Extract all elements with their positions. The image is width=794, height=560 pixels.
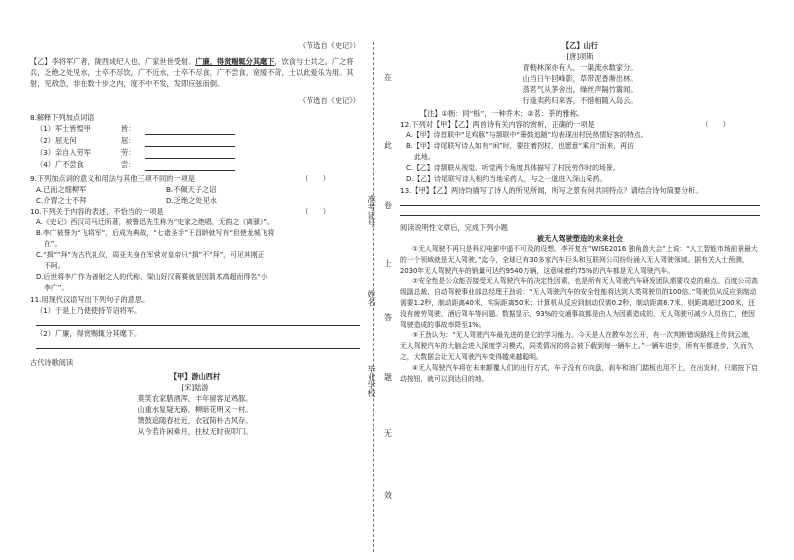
source-note-2: （节选自《史记》） [298,96,360,105]
q8-item: （3）亲自入劳军 劳： [36,147,360,159]
passage-yi: 【乙】李将军广者，陇西成纪人也，广家世世受射。广廉，得赏赐辄分其麾下，饮食与士共之。广之将兵，乏绝之处见水，士卒不尽饮，广不近水，士卒不尽食，广不尝食。宽缓不苛，士以此爱乐为用。其射，见敌急，非在数十步之内，度不中不发，发即应弦而倒。 [30,57,354,88]
q9-options: A.已而之细柳军 B.不佩天子之诏 [36,185,217,194]
poem-title: 【甲】游山西村 [169,372,221,381]
margin-char: 效 [384,491,392,500]
poem-line: 行逢卖药归来客，不惜相随入岛云。 [522,96,638,105]
answer-line[interactable] [400,196,760,206]
article-body [400,244,760,384]
poem-line: 山当日午回峰影，草带泥香渐出林。 [522,74,638,83]
source-note: （节选自《史记》） [298,41,360,50]
left-column: （节选自《史记》） 【乙】李将军广者，陇西成纪人也，广家世世受射。广廉，得赏赐辄分其麾下，饮食与士共之。广之将兵，乏绝之处见水，士卒不尽饮，广不近水，士卒不尽食，广不尝食。宽缓不苛，士以此爱乐为用。其射，见敌急，非在数十步之内，度不中不发，发即应弦而倒。 （节选自《史记》） 8.解释下列加点词语 （1）军士皆惶甲 皆： （2）屈无何 屈： （3）亲自入劳军 劳： （4）广不尝食 尝： 9.下列加点词的意义和用法与其他三项不同的一项是 （ ） A.已而之细柳军 B.不佩天子之诏 C.介胄之士不拜 D.乏绝之处见水 10.下列关于内容的表述，不恰当的一项是 （ ） A.《史记》西汉司马迁所著，被鲁迅先生称为“史家之绝唱，无韵之《离骚》”。 B.李广被誉为“飞将军”，后成为典故，“七诸圣手”王昌龄就写有“但使龙城飞将 在”。 C.“揖”“拜”为古代礼仪，周亚夫身在军营对皇帝只“揖”不“拜”，可见其刚正 不阿。 D.后世将李广作为善射之人的代称，梁山好汉蒋赛就是因箭术高超而得名“小 李广”。 11.用现代汉语写出下列句子的意思。 （1）于是上乃使使持节诏将军。 （2）广廉，得赏赐辄分其麾下。 古代诗歌阅读 【甲】游山西村 [宋]陆游 莫笑农家腊酒浑，丰年留客足鸡豚。 山重水复疑无路，柳暗花明又一村。 箫鼓追随春社近，衣冠简朴古风存。 从今若许闲乘月，拄杖无时夜叩门。 [30,41,360,436]
margin-char: 题 [384,373,392,382]
q9-options: C.介胄之士不拜 D.乏绝之处见水 [36,196,217,205]
poem-section-heading: 古代诗歌阅读 [30,358,74,367]
poem2-title: 【乙】山行 [562,41,598,50]
annotation-note: 【注】①枥：同“栎”，一种乔木；②茗：茶的雅称。 [420,109,585,118]
q12-options: A.【甲】诗首联中“足鸡豚”与颔联中“箫鼓追随”均表现出村民热情好客的特点。 B.【甲】诗尾联写诗人如有“闲”时，要拄着拐杖，也愿意“乘月”而来，再访 此地。 C.【乙】诗颔联从视觉、听觉两个角度具体描写了村民劳作时的场景。 D.【乙】诗尾联写诗人相约当地采药人，与之一道进入深山采药。 [406,131,648,183]
margin-char: 上 [384,259,392,268]
answer-line[interactable] [36,339,360,349]
poem-line: 莫笑农家腊酒浑，丰年留客足鸡豚。 [137,394,253,403]
right-column [400,40,760,384]
reading-intro: 阅读说明性文章后，完成下列小题 [400,223,508,232]
margin-char: 在 [384,73,392,82]
answer-blank[interactable] [145,159,235,171]
paragraph: ③王劲认为：“无人驾驶汽车最先进的是它的学习能力。今天是人在教车怎么开，有一次判断错误路线上传到云端，无人驾驶汽车的大脑会进入深度学习模式，同类情况的将会被下载到每一辆车上。”一辆车进步，所有车都进步，久而久之，大数据会让无人驾驶汽车变得越来越聪明。 [400,331,755,361]
name-label: 姓名 [367,290,376,306]
question-9: 9.下列加点词的意义和用法与其他三项不同的一项是 （ ） [30,174,330,183]
emphasized-sentence: 广廉，得赏赐辄分其麾下 [195,57,275,66]
poem-author: [宋]陆游 [181,383,209,392]
margin-char: 卷 [384,201,392,210]
margin-char: 此 [384,141,392,150]
answer-line[interactable] [36,316,360,326]
paragraph: ④无人驾驶汽车将在未来颠覆人们的出行方式，车子没有方向盘，刹车和油门踏板也用不上，在出发时，只需按下启动按钮，就可以到达目的地。 [400,363,758,383]
question-12: 12.下列对【甲】【乙】两首诗有关内容的赏析，正确的一项是 （ ） [400,120,730,129]
answer-line[interactable] [400,206,760,216]
question-11: 11.用现代汉语写出下列句子的意思。 [30,295,150,304]
poem-line: 从今若许闲乘月，拄杖无时夜叩门。 [137,427,253,436]
q8-item: （4）广不尝食 尝： [36,159,360,171]
article-title: 被无人驾驶塑造的未来社会 [536,234,624,243]
q10-options: A.《史记》西汉司马迁所著，被鲁迅先生称为“史家之绝唱，无韵之《离骚》”。 B.李广被誉为“飞将军”，后成为典故，“七诸圣手”王昌龄就写有“但使龙城飞将 在”。 C.“揖”“拜”为古代礼仪，周亚夫身在军营对皇帝只“揖”不“拜”，可见其刚正 不阿。 D.后世将李广作为善射之人的代称，梁山好汉蒋赛就是因箭术高超而得名“小 李广”。 [36,218,275,292]
poem-line: 青枥林深亦有人，一渠流水数家分。 [522,63,638,72]
school-label: 毕业学校 [367,365,376,397]
margin-char: 无 [384,429,392,438]
q8-item: （1）军士皆惶甲 皆： [36,123,360,135]
margin-char: 答 [384,313,392,322]
q8-item: （2）屈无何 屈： [36,135,360,147]
answer-blank[interactable] [145,135,235,147]
exam-number-label: 准考证号 [367,195,376,227]
question-13: 13.【甲】【乙】两诗均描写了诗人的所见所闻，所写之景有何共同特点？请结合诗句简要分析。 [400,186,703,195]
poem-line: 箫鼓追随春社近，衣冠简朴古风存。 [137,416,253,425]
paragraph: ①无人驾驶不再只是科幻电影中遥不可及的设想。李开复在“WISE2016 独角兽大会”上说：“人工智能市场前景最大的一个领域就是无人驾驶。”迄今，全球已有30多家汽车巨头和互联网公司纷纷涌入无人驾驶领域。据有关人士预测，2030年无人驾驶汽车的销量可达约9540万辆，这意味着约75%的汽车都是无人驾驶汽车。 [400,245,758,275]
poem-line: 山重水复疑无路，柳暗花明又一村。 [137,405,253,414]
poem2-author: [唐]项斯 [566,52,594,61]
answer-blank[interactable] [145,147,235,159]
q8-items [30,123,360,171]
answer-blank[interactable] [145,123,235,135]
question-10: 10.下列关于内容的表述，不恰当的一项是 （ ） [30,207,330,216]
poem-line: 蒸茗气从茅舍出，缲丝声隔竹篱闻。 [522,85,638,94]
question-8: 8.解释下列加点词语 [30,113,95,122]
paragraph: ②安全性是公众能否接受无人驾驶汽车的决定性因素，也是所有无人驾驶汽车研发团队需要攻克的难点。百度公司高级副总裁、自动驾驶事业部总经理王劲说：“无人驾驶汽车的安全性能将达到人类驾驶员的100倍。”驾驶员从反应到制动需要1.2秒，制动距离40米，实际距离50米；计算机从反应到制动仅需0.2秒，制动距离6.7米，则距离超过200米，还没有疲劳驾驶、酒后驾车等问题。数据显示，93%的交通事故都是由人为因素造成的，无人驾驶可减少人员伤亡，使因驾驶造成的事故率降至1%。 [400,277,758,329]
